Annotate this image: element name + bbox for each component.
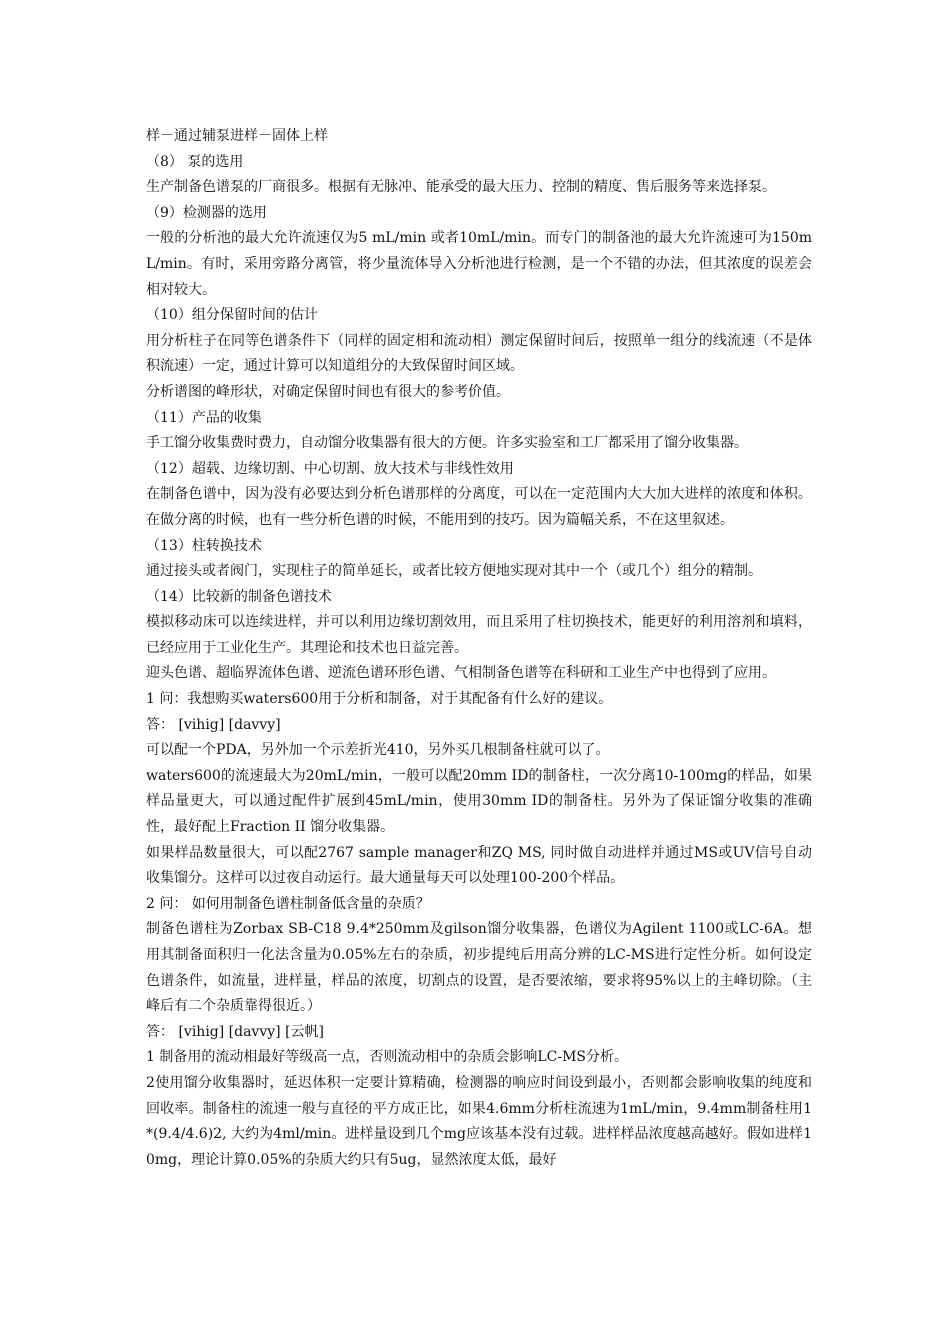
heading-pump-selection: （8） 泵的选用 — [146, 153, 244, 170]
paragraph-peak-shape: 分析谱图的峰形状，对确定保留时间也有很大的参考价值。 — [146, 383, 510, 400]
answer-2-point-2: 2使用馏分收集器时，延迟体积一定要计算精确，检测器的响应时间设到最小，否则都会影响收集的纯度和回收率。制备柱的流速一般与直径的平方成正比，如果4.6mm分析柱流速为1mL/min，9.4mm制备柱用1*(9.4/4.6)2, 大约为4ml/min。进样量设到几个mg应该基本没有过载。进样样品浓度越高越好。假如进样10mg，理论计算0.05%的杂质大约只有5ug，显然浓度太低，最好 — [146, 1074, 812, 1168]
paragraph-column-switching: 通过接头或者阀门，实现柱子的简单延长，或者比较方便地实现对其中一个（或几个）组分的精制。 — [146, 563, 762, 580]
paragraph-simulated-moving-bed: 模拟移动床可以连续进样，并可以利用边缘切割效用，而且采用了柱切换技术，能更好的利用溶剂和填料，已经应用于工业化生产。其理论和技术也日益完善。 — [146, 614, 812, 656]
paragraph-pump-selection: 生产制备色谱泵的厂商很多。根据有无脉冲、能承受的最大压力、控制的精度、售后服务等来选择泵。 — [146, 179, 776, 196]
answer-2-authors: 答： [vihig] [davvy] [云帆] — [146, 1023, 325, 1040]
paragraph-product-collection: 手工馏分收集费时费力，自动馏分收集器有很大的方便。许多实验室和工厂都采用了馏分收集器。 — [146, 435, 748, 452]
question-2: 2 问： 如何用制备色谱柱制备低含量的杂质？ — [146, 895, 430, 912]
heading-new-techniques: （14）比较新的制备色谱技术 — [146, 588, 332, 605]
heading-detector-selection: （9）检测器的选用 — [146, 204, 267, 221]
paragraph-retention-time: 用分析柱子在同等色谱条件下（同样的固定相和流动相）测定保留时间后，按照单一组分的线流速（不是体积流速）一定，通过计算可以知道组分的大致保留时间区域。 — [146, 332, 812, 375]
document-page — [146, 124, 812, 1173]
heading-retention-time: （10）组分保留时间的估计 — [146, 307, 318, 324]
paragraph-sample-loading: 样－通过辅泵进样－固体上样 — [146, 128, 328, 144]
answer-2-point-1: 1 制备用的流动相最好等级高一点，否则流动相中的杂质会影响LC-MS分析。 — [146, 1049, 629, 1066]
answer-1-part-1: 可以配一个PDA，另外加一个示差折光410，另外买几根制备柱就可以了。 — [146, 742, 610, 759]
answer-1-authors: 答： [vihig] [davvy] — [146, 716, 281, 733]
heading-overload-techniques: （12）超载、边缘切割、中心切割、放大技术与非线性效用 — [146, 460, 514, 477]
question-2-details: 制备色谱柱为Zorbax SB-C18 9.4*250mm及gilson馏分收集器，色谱仪为Agilent 1100或LC-6A。想用其制备面积归一化法含量为0.05%左右的杂质，初步提纯后用高分辨的LC-MS进行定性分析。如何设定色谱条件，如流量，进样量，样品的浓度，切割点的设置，是否要浓缩，要求将95%以上的主峰切除。（主峰后有二个杂质靠得很近。） — [146, 921, 812, 1015]
paragraph-overload-techniques: 在制备色谱中，因为没有必要达到分析色谱那样的分离度，可以在一定范围内大大加大进样的浓度和体积。在做分离的时候，也有一些分析色谱的时候，不能用到的技巧。因为篇幅关系，不在这里叙述。 — [146, 486, 812, 528]
answer-1-part-3: 如果样品数量很大，可以配2767 sample manager和ZQ MS, 同时做自动进样并通过MS或UV信号自动收集馏分。这样可以过夜自动运行。最大通量每天可以处理100-200个样品。 — [146, 844, 812, 887]
answer-1-part-2: waters600的流速最大为20mL/min，一般可以配20mm ID的制备柱，一次分离10-100mg的样品，如果样品量更大，可以通过配件扩展到45mL/min，使用30mm ID的制备柱。另外为了保证馏分收集的准确性，最好配上Fraction II 馏分收集器。 — [146, 767, 812, 836]
heading-column-switching: （13）柱转换技术 — [146, 537, 262, 554]
question-1: 1 问：我想购买waters600用于分析和制备，对于其配备有什么好的建议。 — [146, 691, 613, 708]
paragraph-detector-selection: 一般的分析池的最大允许流速仅为5 mL/min 或者10mL/min。而专门的制备池的最大允许流速可为150mL/min。有时，采用旁路分离管，将少量流体导入分析池进行检测，是一个不错的办法，但其浓度的误差会相对较大。 — [146, 230, 812, 298]
paragraph-other-techniques: 迎头色谱、超临界流体色谱、逆流色谱环形色谱、气相制备色谱等在科研和工业生产中也得到了应用。 — [146, 665, 776, 682]
heading-product-collection: （11）产品的收集 — [146, 409, 262, 426]
